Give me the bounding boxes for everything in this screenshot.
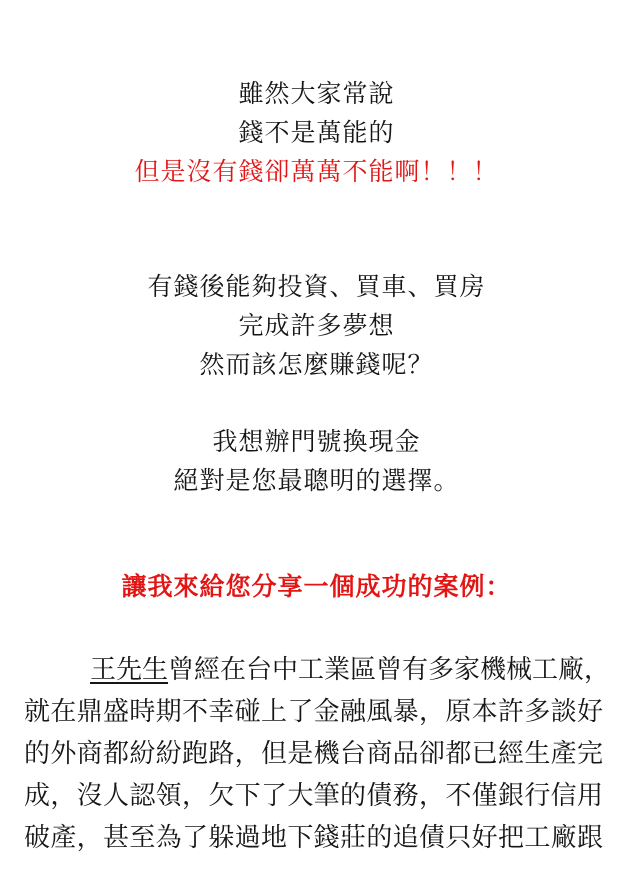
- case-heading: 讓我來給您分享一個成功的案例：: [121, 574, 512, 601]
- story-line-1: [24, 649, 611, 691]
- story-line-5: 破產，甚至為了躲過地下錢莊的追債只好把工廠跟: [24, 823, 603, 852]
- underlined-name: 王先生: [90, 655, 169, 684]
- intro-line-1: 雖然大家常說: [238, 81, 395, 108]
- intro-line-2: 錢不是萬能的: [238, 120, 395, 147]
- pitch-line-1: 我想辦門號換現金: [212, 429, 421, 456]
- story-line-4: 成，沒人認領，欠下了大筆的債務，不僅銀行信用: [24, 781, 603, 810]
- benefits-block: [0, 268, 633, 385]
- pitch-line-2: 絕對是您最聰明的選擇。: [173, 468, 460, 495]
- story-line-3: 的外商都紛紛跑路，但是機台商品卻都已經生產完: [24, 739, 603, 768]
- story-line-1-rest: 曾經在台中工業區曾有多家機械工廠，: [168, 655, 611, 684]
- story-paragraph: [24, 649, 611, 859]
- intro-line-3-red: 但是沒有錢卻萬萬不能啊！！！: [134, 159, 499, 186]
- benefits-line-1: 有錢後能夠投資、買車、買房: [147, 274, 486, 301]
- pitch-block: [0, 423, 633, 501]
- intro-block: [0, 75, 633, 192]
- story-line-2: 就在鼎盛時期不幸碰上了金融風暴，原本許多談好: [24, 697, 603, 726]
- case-heading-block: [0, 568, 633, 607]
- benefits-line-2: 完成許多夢想: [238, 313, 395, 340]
- benefits-line-3: 然而該怎麼賺錢呢？: [199, 352, 434, 379]
